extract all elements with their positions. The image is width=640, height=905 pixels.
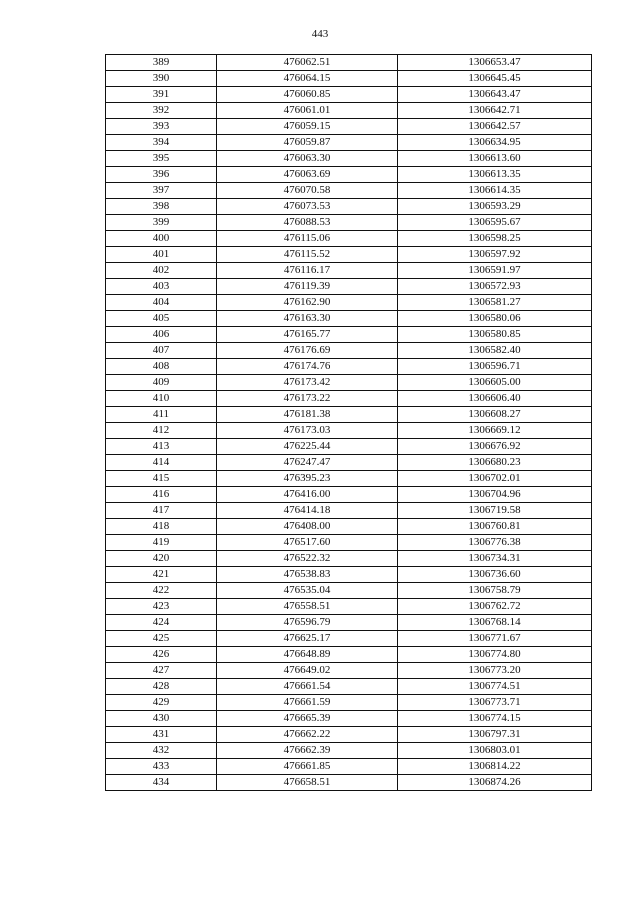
table-row: [106, 295, 592, 311]
point-number-cell: 414: [106, 455, 217, 471]
point-number-cell: 401: [106, 247, 217, 263]
y-coordinate-cell: 1306645.45: [398, 71, 592, 87]
y-coordinate-cell: 1306642.57: [398, 119, 592, 135]
x-coordinate-cell: 476662.22: [217, 727, 398, 743]
point-number-cell: 424: [106, 615, 217, 631]
x-coordinate-cell: 476596.79: [217, 615, 398, 631]
x-coordinate-cell: 476115.52: [217, 247, 398, 263]
x-coordinate-cell: 476162.90: [217, 295, 398, 311]
x-coordinate-cell: 476088.53: [217, 215, 398, 231]
point-number-cell: 415: [106, 471, 217, 487]
y-coordinate-cell: 1306814.22: [398, 759, 592, 775]
y-coordinate-cell: 1306774.51: [398, 679, 592, 695]
table-row: [106, 311, 592, 327]
table-row: [106, 119, 592, 135]
point-number-cell: 408: [106, 359, 217, 375]
y-coordinate-cell: 1306634.95: [398, 135, 592, 151]
table-row: [106, 535, 592, 551]
table-row: [106, 135, 592, 151]
table-row: [106, 103, 592, 119]
point-number-cell: 412: [106, 423, 217, 439]
point-number-cell: 411: [106, 407, 217, 423]
x-coordinate-cell: 476063.69: [217, 167, 398, 183]
point-number-cell: 406: [106, 327, 217, 343]
point-number-cell: 416: [106, 487, 217, 503]
point-number-cell: 417: [106, 503, 217, 519]
x-coordinate-cell: 476115.06: [217, 231, 398, 247]
table-row: [106, 279, 592, 295]
table-row: [106, 359, 592, 375]
y-coordinate-cell: 1306676.92: [398, 439, 592, 455]
point-number-cell: 422: [106, 583, 217, 599]
x-coordinate-cell: 476119.39: [217, 279, 398, 295]
x-coordinate-cell: 476522.32: [217, 551, 398, 567]
y-coordinate-cell: 1306597.92: [398, 247, 592, 263]
point-number-cell: 427: [106, 663, 217, 679]
point-number-cell: 433: [106, 759, 217, 775]
x-coordinate-cell: 476661.54: [217, 679, 398, 695]
point-number-cell: 396: [106, 167, 217, 183]
point-number-cell: 393: [106, 119, 217, 135]
y-coordinate-cell: 1306572.93: [398, 279, 592, 295]
point-number-cell: 392: [106, 103, 217, 119]
x-coordinate-cell: 476174.76: [217, 359, 398, 375]
table-row: [106, 263, 592, 279]
x-coordinate-cell: 476538.83: [217, 567, 398, 583]
y-coordinate-cell: 1306797.31: [398, 727, 592, 743]
table-row: [106, 695, 592, 711]
x-coordinate-cell: 476395.23: [217, 471, 398, 487]
point-number-cell: 400: [106, 231, 217, 247]
point-number-cell: 428: [106, 679, 217, 695]
y-coordinate-cell: 1306776.38: [398, 535, 592, 551]
y-coordinate-cell: 1306613.60: [398, 151, 592, 167]
x-coordinate-cell: 476173.03: [217, 423, 398, 439]
table-row: [106, 471, 592, 487]
x-coordinate-cell: 476661.85: [217, 759, 398, 775]
x-coordinate-cell: 476059.87: [217, 135, 398, 151]
point-number-cell: 431: [106, 727, 217, 743]
table-row: [106, 215, 592, 231]
table-row: [106, 743, 592, 759]
x-coordinate-cell: 476173.42: [217, 375, 398, 391]
y-coordinate-cell: 1306613.35: [398, 167, 592, 183]
table-row: [106, 71, 592, 87]
x-coordinate-cell: 476225.44: [217, 439, 398, 455]
x-coordinate-cell: 476060.85: [217, 87, 398, 103]
y-coordinate-cell: 1306582.40: [398, 343, 592, 359]
point-number-cell: 430: [106, 711, 217, 727]
point-number-cell: 402: [106, 263, 217, 279]
table-row: [106, 327, 592, 343]
table-row: [106, 247, 592, 263]
y-coordinate-cell: 1306702.01: [398, 471, 592, 487]
x-coordinate-cell: 476176.69: [217, 343, 398, 359]
point-number-cell: 404: [106, 295, 217, 311]
x-coordinate-cell: 476558.51: [217, 599, 398, 615]
x-coordinate-cell: 476662.39: [217, 743, 398, 759]
y-coordinate-cell: 1306758.79: [398, 583, 592, 599]
point-number-cell: 429: [106, 695, 217, 711]
point-number-cell: 391: [106, 87, 217, 103]
x-coordinate-cell: 476070.58: [217, 183, 398, 199]
table-row: [106, 679, 592, 695]
x-coordinate-cell: 476648.89: [217, 647, 398, 663]
table-row: [106, 407, 592, 423]
x-coordinate-cell: 476059.15: [217, 119, 398, 135]
table-row: [106, 231, 592, 247]
y-coordinate-cell: 1306580.06: [398, 311, 592, 327]
table-row: [106, 775, 592, 791]
point-number-cell: 409: [106, 375, 217, 391]
table-row: [106, 87, 592, 103]
y-coordinate-cell: 1306598.25: [398, 231, 592, 247]
x-coordinate-cell: 476181.38: [217, 407, 398, 423]
y-coordinate-cell: 1306704.96: [398, 487, 592, 503]
x-coordinate-cell: 476408.00: [217, 519, 398, 535]
table-row: [106, 423, 592, 439]
point-number-cell: 407: [106, 343, 217, 359]
point-number-cell: 410: [106, 391, 217, 407]
table-row: [106, 391, 592, 407]
x-coordinate-cell: 476661.59: [217, 695, 398, 711]
x-coordinate-cell: 476658.51: [217, 775, 398, 791]
x-coordinate-cell: 476414.18: [217, 503, 398, 519]
x-coordinate-cell: 476625.17: [217, 631, 398, 647]
table-row: [106, 55, 592, 71]
y-coordinate-cell: 1306593.29: [398, 199, 592, 215]
point-number-cell: 434: [106, 775, 217, 791]
y-coordinate-cell: 1306771.67: [398, 631, 592, 647]
point-number-cell: 394: [106, 135, 217, 151]
x-coordinate-cell: 476247.47: [217, 455, 398, 471]
table-row: [106, 183, 592, 199]
point-number-cell: 390: [106, 71, 217, 87]
table-row: [106, 647, 592, 663]
page-number: 443: [311, 28, 329, 40]
y-coordinate-cell: 1306653.47: [398, 55, 592, 71]
point-number-cell: 426: [106, 647, 217, 663]
y-coordinate-cell: 1306773.20: [398, 663, 592, 679]
coordinates-table: [105, 54, 592, 791]
point-number-cell: 398: [106, 199, 217, 215]
y-coordinate-cell: 1306736.60: [398, 567, 592, 583]
y-coordinate-cell: 1306580.85: [398, 327, 592, 343]
table-row: [106, 343, 592, 359]
table-row: [106, 167, 592, 183]
x-coordinate-cell: 476535.04: [217, 583, 398, 599]
point-number-cell: 405: [106, 311, 217, 327]
point-number-cell: 425: [106, 631, 217, 647]
point-number-cell: 397: [106, 183, 217, 199]
table-row: [106, 487, 592, 503]
y-coordinate-cell: 1306669.12: [398, 423, 592, 439]
table-row: [106, 727, 592, 743]
x-coordinate-cell: 476517.60: [217, 535, 398, 551]
x-coordinate-cell: 476116.17: [217, 263, 398, 279]
x-coordinate-cell: 476163.30: [217, 311, 398, 327]
y-coordinate-cell: 1306642.71: [398, 103, 592, 119]
point-number-cell: 423: [106, 599, 217, 615]
table-row: [106, 663, 592, 679]
point-number-cell: 403: [106, 279, 217, 295]
x-coordinate-cell: 476073.53: [217, 199, 398, 215]
table-row: [106, 567, 592, 583]
x-coordinate-cell: 476062.51: [217, 55, 398, 71]
y-coordinate-cell: 1306614.35: [398, 183, 592, 199]
y-coordinate-cell: 1306606.40: [398, 391, 592, 407]
table-row: [106, 503, 592, 519]
table-row: [106, 439, 592, 455]
y-coordinate-cell: 1306596.71: [398, 359, 592, 375]
table-row: [106, 551, 592, 567]
table-row: [106, 583, 592, 599]
y-coordinate-cell: 1306608.27: [398, 407, 592, 423]
x-coordinate-cell: 476416.00: [217, 487, 398, 503]
point-number-cell: 395: [106, 151, 217, 167]
table-row: [106, 599, 592, 615]
x-coordinate-cell: 476061.01: [217, 103, 398, 119]
y-coordinate-cell: 1306768.14: [398, 615, 592, 631]
point-number-cell: 399: [106, 215, 217, 231]
x-coordinate-cell: 476649.02: [217, 663, 398, 679]
y-coordinate-cell: 1306774.15: [398, 711, 592, 727]
point-number-cell: 389: [106, 55, 217, 71]
y-coordinate-cell: 1306762.72: [398, 599, 592, 615]
y-coordinate-cell: 1306760.81: [398, 519, 592, 535]
y-coordinate-cell: 1306680.23: [398, 455, 592, 471]
table-row: [106, 455, 592, 471]
y-coordinate-cell: 1306734.31: [398, 551, 592, 567]
y-coordinate-cell: 1306605.00: [398, 375, 592, 391]
y-coordinate-cell: 1306803.01: [398, 743, 592, 759]
x-coordinate-cell: 476165.77: [217, 327, 398, 343]
table-row: [106, 711, 592, 727]
table-row: [106, 519, 592, 535]
table-row: [106, 375, 592, 391]
point-number-cell: 421: [106, 567, 217, 583]
x-coordinate-cell: 476665.39: [217, 711, 398, 727]
y-coordinate-cell: 1306719.58: [398, 503, 592, 519]
table-row: [106, 615, 592, 631]
y-coordinate-cell: 1306643.47: [398, 87, 592, 103]
point-number-cell: 418: [106, 519, 217, 535]
y-coordinate-cell: 1306581.27: [398, 295, 592, 311]
point-number-cell: 420: [106, 551, 217, 567]
table-row: [106, 199, 592, 215]
y-coordinate-cell: 1306591.97: [398, 263, 592, 279]
coordinates-table-body: [106, 55, 592, 791]
point-number-cell: 432: [106, 743, 217, 759]
x-coordinate-cell: 476064.15: [217, 71, 398, 87]
y-coordinate-cell: 1306874.26: [398, 775, 592, 791]
point-number-cell: 419: [106, 535, 217, 551]
point-number-cell: 413: [106, 439, 217, 455]
y-coordinate-cell: 1306595.67: [398, 215, 592, 231]
table-row: [106, 151, 592, 167]
table-row: [106, 631, 592, 647]
table-row: [106, 759, 592, 775]
x-coordinate-cell: 476063.30: [217, 151, 398, 167]
x-coordinate-cell: 476173.22: [217, 391, 398, 407]
y-coordinate-cell: 1306774.80: [398, 647, 592, 663]
y-coordinate-cell: 1306773.71: [398, 695, 592, 711]
